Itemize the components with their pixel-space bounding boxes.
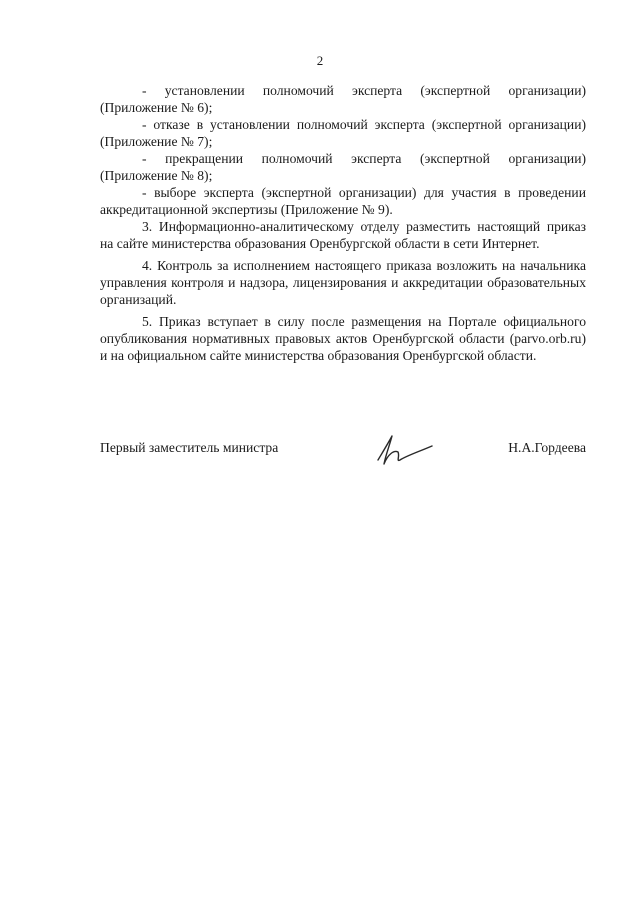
page-number: 2 [316, 53, 324, 68]
signatory-name: Н.А.Гордеева [508, 440, 586, 455]
handwritten-signature [370, 430, 440, 470]
paragraph-3: 3. Информационно-аналитическому отделу разместить настоящий приказ на сайте министерства образования Оренбургской области в сети Интернет. [100, 219, 586, 251]
document-body [100, 82, 586, 369]
list-item-expert-authority: - установлении полномочий эксперта (экспертной организации) (Приложение № 6); [100, 83, 586, 115]
list-item-refusal: - отказе в установлении полномочий эксперта (экспертной организации) (Приложение № 7); [100, 117, 586, 149]
paragraph-4: 4. Контроль за исполнением настоящего приказа возложить на начальника управления контроля и надзора, лицензирования и аккредитации образовательных организаций. [100, 258, 586, 307]
signature-block [100, 430, 586, 470]
list-item-expert-selection: - выборе эксперта (экспертной организации) для участия в проведении аккредитационной экспертизы (Приложение № 9). [100, 185, 586, 217]
list-item-termination: - прекращении полномочий эксперта (экспертной организации) (Приложение № 8); [100, 151, 586, 183]
paragraph-5: 5. Приказ вступает в силу после размещения на Портале официального опубликования нормативных правовых актов Оренбургской области (parvo.orb.ru) и на официальном сайте министерства образования Оренбургской области. [100, 314, 586, 363]
signatory-position: Первый заместитель министра [100, 440, 279, 455]
